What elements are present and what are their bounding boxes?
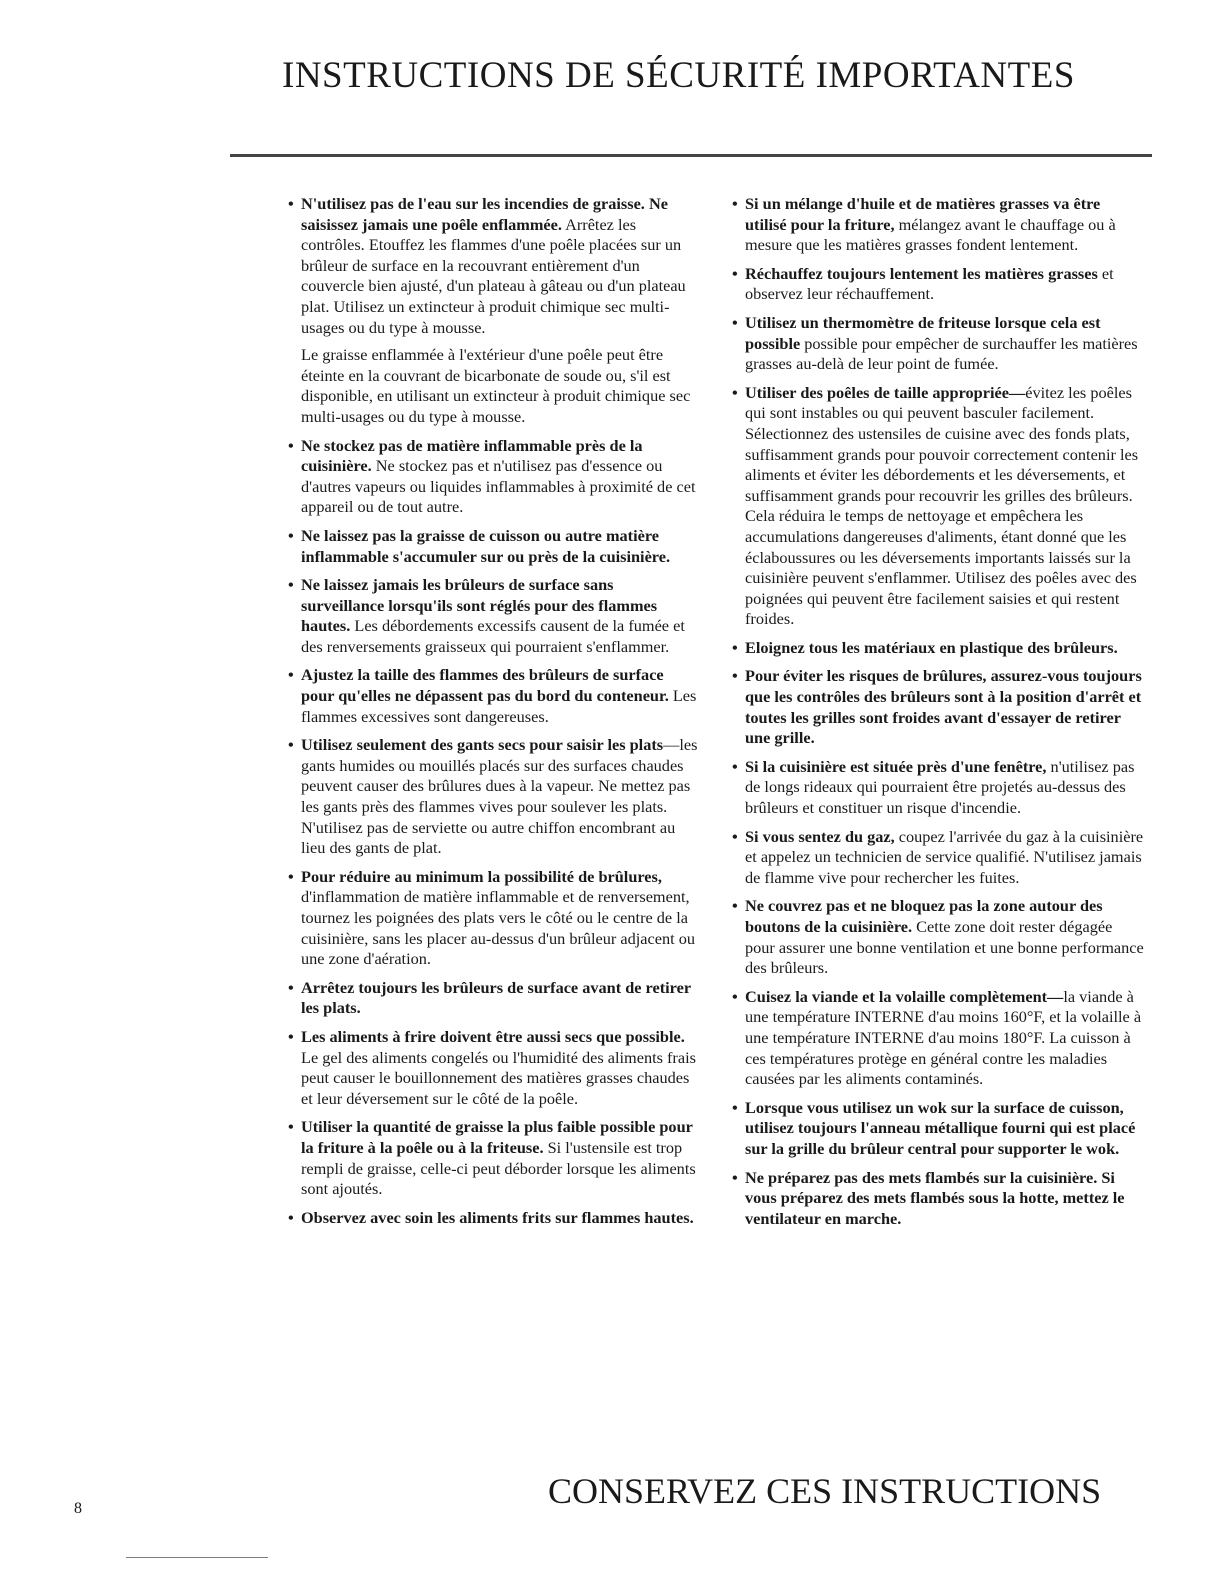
bullet-icon: • bbox=[732, 666, 738, 686]
item-extra-paragraph: Le graisse enflammée à l'extérieur d'une poêle peut être éteinte en la couvrant de bicarbonate de soude ou, s'il est disponible, en utilisant un extincteur à produit chimique sec multi-usages ou du type à mousse. bbox=[301, 345, 691, 426]
item-text: —les gants humides ou mouillés placés sur des surfaces chaudes peuvent causer des brûlures dues à la vapeur. Ne mettez pas les gants près des flammes vives pour soulever les plats. N'utilisez pas de serviette ou autre chiffon encombrant au lieu des gants de plat. bbox=[301, 735, 698, 858]
item-heading: Si la cuisinière est située près d'une fenêtre, bbox=[745, 756, 1047, 776]
item-heading: Si vous sentez du gaz, bbox=[745, 826, 895, 846]
bullet-icon: • bbox=[732, 194, 738, 213]
bullet-icon: • bbox=[288, 194, 294, 213]
item-text: Ne stockez pas et n'utilisez pas d'essence ou d'autres vapeurs ou liquides inflammables à proximité de cet appareil ou de tout autre. bbox=[301, 456, 696, 517]
bullet-icon: • bbox=[732, 637, 738, 657]
list-item bbox=[732, 987, 1144, 1090]
bullet-icon: • bbox=[732, 986, 738, 1006]
list-item bbox=[288, 735, 700, 859]
list-item bbox=[288, 978, 700, 1019]
item-text: Arrêtez les contrôles. Etouffez les flammes d'une poêle placées sur un brûleur de surface en la recouvrant entièrement d'un couvercle bien ajusté, d'un plateau à gâteau ou d'un plateau plat. Utilisez un extincteur à produit chimique sec multi-usages ou du type à mousse. bbox=[301, 214, 686, 337]
item-heading: Pour réduire au minimum la possibilité de brûlures, bbox=[301, 866, 662, 886]
bullet-icon: • bbox=[732, 896, 738, 916]
item-text: la viande à une température INTERNE d'au moins 160°F, et la volaille à une température INTERNE d'au moins 180°F. La cuisson à ces températures protège en général contre les maladies causées par les aliments contaminés. bbox=[745, 986, 1142, 1089]
item-text: d'inflammation de matière inflammable et de renversement, tournez les poignées des plats vers le côté ou le centre de la cuisinière, sans les placer au-dessus d'un brûleur adjacent ou une zone d'aération. bbox=[301, 887, 696, 969]
bullet-icon: • bbox=[288, 575, 294, 595]
item-text: Le gel des aliments congelés ou l'humidité des aliments frais peut causer le bouillonnement des matières grasses chaudes et leur déversement sur le côté de la poêle. bbox=[301, 1047, 696, 1108]
item-heading: Réchauffez toujours lentement les matières grasses bbox=[745, 263, 1098, 283]
item-heading: Ne laissez jamais les brûleurs de surface sans surveillance lorsqu'ils sont réglés pour des flammes hautes. bbox=[301, 575, 658, 636]
bullet-icon: • bbox=[732, 382, 738, 402]
footnote-line bbox=[126, 1557, 268, 1558]
item-text: Les débordements excessifs causent de la fumée et des renversements graisseux qui pourraient s'enflammer. bbox=[301, 616, 685, 656]
bullet-icon: • bbox=[288, 977, 294, 997]
list-item bbox=[288, 436, 700, 518]
list-item bbox=[288, 1208, 700, 1229]
item-text: Si l'ustensile est trop rempli de graisse, celle-ci peut déborder lorsque les aliments sont ajoutés. bbox=[301, 1137, 696, 1199]
bullet-icon: • bbox=[288, 866, 294, 886]
list-item bbox=[732, 638, 1144, 659]
item-text: possible pour empêcher de surchauffer les matières grasses au-delà de leur point de fumée. bbox=[745, 333, 1138, 374]
list-item bbox=[732, 194, 1144, 256]
item-heading: Les aliments à frire doivent être aussi secs que possible. bbox=[301, 1026, 685, 1046]
item-heading: Lorsque vous utilisez un wok sur la surface de cuisson, utilisez toujours l'anneau métallique fourni qui est placé sur la grille du brûleur central pour supporter le wok. bbox=[745, 1097, 1136, 1158]
list-item bbox=[732, 757, 1144, 819]
page-title: INSTRUCTIONS DE SÉCURITÉ IMPORTANTES bbox=[282, 55, 1075, 96]
bullet-icon: • bbox=[732, 263, 738, 283]
item-text: mélangez avant le chauffage ou à mesure que les matières grasses fondent lentement. bbox=[745, 214, 1116, 255]
bullet-icon: • bbox=[288, 525, 294, 545]
item-heading: Si un mélange d'huile et de matières grasses va être utilisé pour la friture, bbox=[745, 194, 1101, 234]
list-item bbox=[732, 1098, 1144, 1160]
right-column bbox=[732, 194, 1144, 1237]
list-item bbox=[288, 194, 700, 428]
footer-title: CONSERVEZ CES INSTRUCTIONS bbox=[548, 1471, 1102, 1511]
item-heading: Utiliser la quantité de graisse la plus faible possible pour la friture à la poêle ou à la friteuse. bbox=[301, 1117, 693, 1157]
list-item bbox=[732, 313, 1144, 375]
list-item bbox=[732, 827, 1144, 889]
item-heading: Ne stockez pas de matière inflammable près de la cuisinière. bbox=[301, 435, 643, 476]
page-number: 8 bbox=[74, 1500, 82, 1517]
bullet-icon: • bbox=[288, 735, 294, 755]
left-column bbox=[288, 194, 700, 1236]
item-heading: N'utilisez pas de l'eau sur les incendies de graisse. Ne saisissez jamais une poêle enflammée. bbox=[301, 194, 668, 234]
item-text: Cette zone doit rester dégagée pour assurer une bonne ventilation et une bonne performance des brûleurs. bbox=[745, 917, 1144, 978]
list-item bbox=[288, 867, 700, 970]
bullet-icon: • bbox=[288, 665, 294, 685]
bullet-icon: • bbox=[732, 756, 738, 776]
item-heading: Ne laissez pas la graisse de cuisson ou autre matière inflammable s'accumuler sur ou près de la cuisinière. bbox=[301, 525, 671, 566]
list-item bbox=[732, 383, 1144, 630]
bullet-icon: • bbox=[288, 1207, 294, 1227]
item-heading: Ne préparez pas des mets flambés sur la cuisinière. Si vous préparez des mets flambés sous la hotte, mettez le ventilateur en marche. bbox=[745, 1167, 1125, 1228]
list-item bbox=[732, 1168, 1144, 1230]
item-text: coupez l'arrivée du gaz à la cuisinière et appelez un technicien de service qualifié. N'utilisez jamais de flamme vive pour rechercher les fuites. bbox=[745, 826, 1144, 887]
bullet-icon: • bbox=[288, 1026, 294, 1046]
list-item bbox=[732, 666, 1144, 748]
list-item bbox=[732, 264, 1144, 305]
bullet-icon: • bbox=[732, 826, 738, 846]
list-item bbox=[288, 1027, 700, 1109]
item-text: et observez leur réchauffement. bbox=[745, 263, 1114, 304]
bullet-icon: • bbox=[732, 1097, 738, 1117]
item-text: n'utilisez pas de longs rideaux qui pourraient être projetés au-dessus des brûleurs et constituer un risque d'incendie. bbox=[745, 756, 1135, 818]
list-item bbox=[288, 526, 700, 567]
item-heading: Utilisez seulement des gants secs pour saisir les plats bbox=[301, 735, 664, 755]
item-heading: Ne couvrez pas et ne bloquez pas la zone autour des boutons de la cuisinière. bbox=[745, 896, 1103, 936]
list-item bbox=[288, 1117, 700, 1199]
title-divider bbox=[230, 154, 1152, 157]
bullet-icon: • bbox=[288, 435, 294, 455]
item-heading: Cuisez la viande et la volaille complètement— bbox=[745, 986, 1064, 1006]
item-text: évitez les poêles qui sont instables ou qui peuvent basculer facilement. Sélectionnez des ustensiles de cuisine avec des fonds plats, suffisamment grands pour pouvoir correctement contenir les aliments et éviter les débordements et les déversements, et suffisamment grands pour recouvrir les grilles des brûleurs. Cela réduira le temps de nettoyage et empêchera les accumulations dangereuses d'aliments, étant donné que les éclaboussures ou les déversements importants laissés sur la cuisinière peuvent s'enflammer. Utilisez des poêles avec des poignées qui peuvent être facilement saisies et qui restent froides. bbox=[745, 382, 1139, 629]
bullet-icon: • bbox=[732, 1167, 738, 1187]
item-heading: Ajustez la taille des flammes des brûleurs de surface pour qu'elles ne dépassent pas du bord du conteneur. bbox=[301, 665, 669, 706]
item-heading: Arrêtez toujours les brûleurs de surface avant de retirer les plats. bbox=[301, 977, 691, 1018]
list-item bbox=[732, 896, 1144, 978]
bullet-icon: • bbox=[288, 1117, 294, 1137]
item-heading: Utilisez un thermomètre de friteuse lorsque cela est possible bbox=[745, 312, 1101, 353]
bullet-icon: • bbox=[732, 312, 738, 332]
item-heading: Utiliser des poêles de taille appropriée— bbox=[745, 382, 1026, 402]
list-item bbox=[288, 665, 700, 727]
list-item bbox=[288, 575, 700, 657]
item-heading: Eloignez tous les matériaux en plastique des brûleurs. bbox=[745, 637, 1118, 657]
item-text: Les flammes excessives sont dangereuses. bbox=[301, 686, 697, 726]
item-heading: Observez avec soin les aliments frits sur flammes hautes. bbox=[301, 1207, 694, 1227]
item-heading: Pour éviter les risques de brûlures, assurez-vous toujours que les contrôles des brûleurs sont à la position d'arrêt et toutes les grilles sont froides avant d'essayer de retirer une grille. bbox=[745, 666, 1142, 748]
